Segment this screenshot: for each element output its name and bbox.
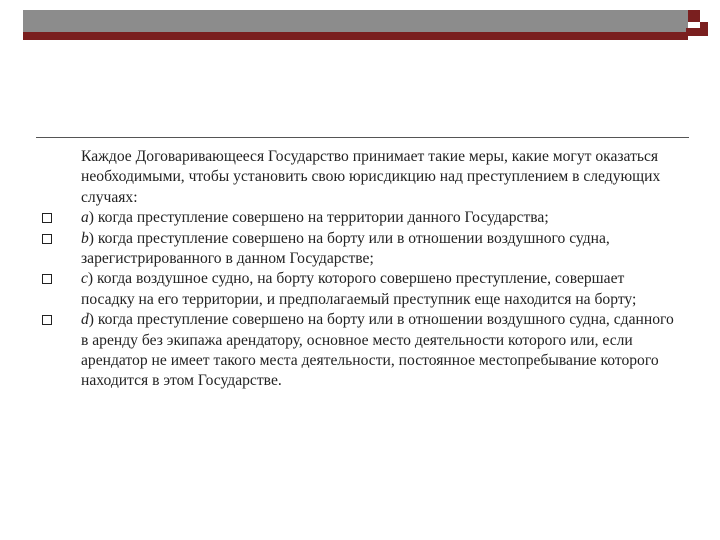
- corner-decoration: [686, 10, 710, 40]
- item-text: ) когда воздушное судно, на борту которого совершено преступление, совершает посадку на его территории, и предполагаемый преступник еще находится на борту;: [81, 270, 637, 308]
- list-item-b: [81, 229, 681, 270]
- list-item-d: [81, 310, 681, 392]
- square-bullet-icon: [42, 234, 52, 244]
- item-text: ) когда преступление совершено на борту или в отношении воздушного судна, сданного в аренду без экипажа арендатору, основное место деятельности которого или, если арендатор не имеет такого места деятельности, постоянное местопребывание которого находится в этом Государстве.: [81, 311, 674, 390]
- corner-bar: [686, 28, 708, 36]
- square-bullet-icon: [42, 315, 52, 325]
- item-letter: d: [81, 311, 89, 329]
- list-item-c: [81, 269, 681, 310]
- header-bar: [23, 10, 688, 40]
- item-text: ) когда преступление совершено на территории данного Государства;: [88, 209, 549, 227]
- square-bullet-icon: [42, 213, 52, 223]
- title-divider: [36, 137, 689, 138]
- list-item-a: [81, 208, 681, 228]
- intro-paragraph: Каждое Договаривающееся Государство принимает такие меры, какие могут оказаться необходимыми, чтобы установить свою юрисдикцию над преступлением в следующих случаях:: [81, 148, 661, 206]
- item-letter: a: [81, 209, 89, 227]
- corner-square-large: [688, 10, 700, 22]
- item-letter: b: [81, 229, 89, 247]
- square-bullet-icon: [42, 274, 52, 284]
- slide-body: [81, 147, 681, 392]
- item-letter: c: [81, 270, 88, 288]
- item-text: ) когда преступление совершено на борту или в отношении воздушного судна, зарегистрированного в данном Государстве;: [81, 229, 610, 268]
